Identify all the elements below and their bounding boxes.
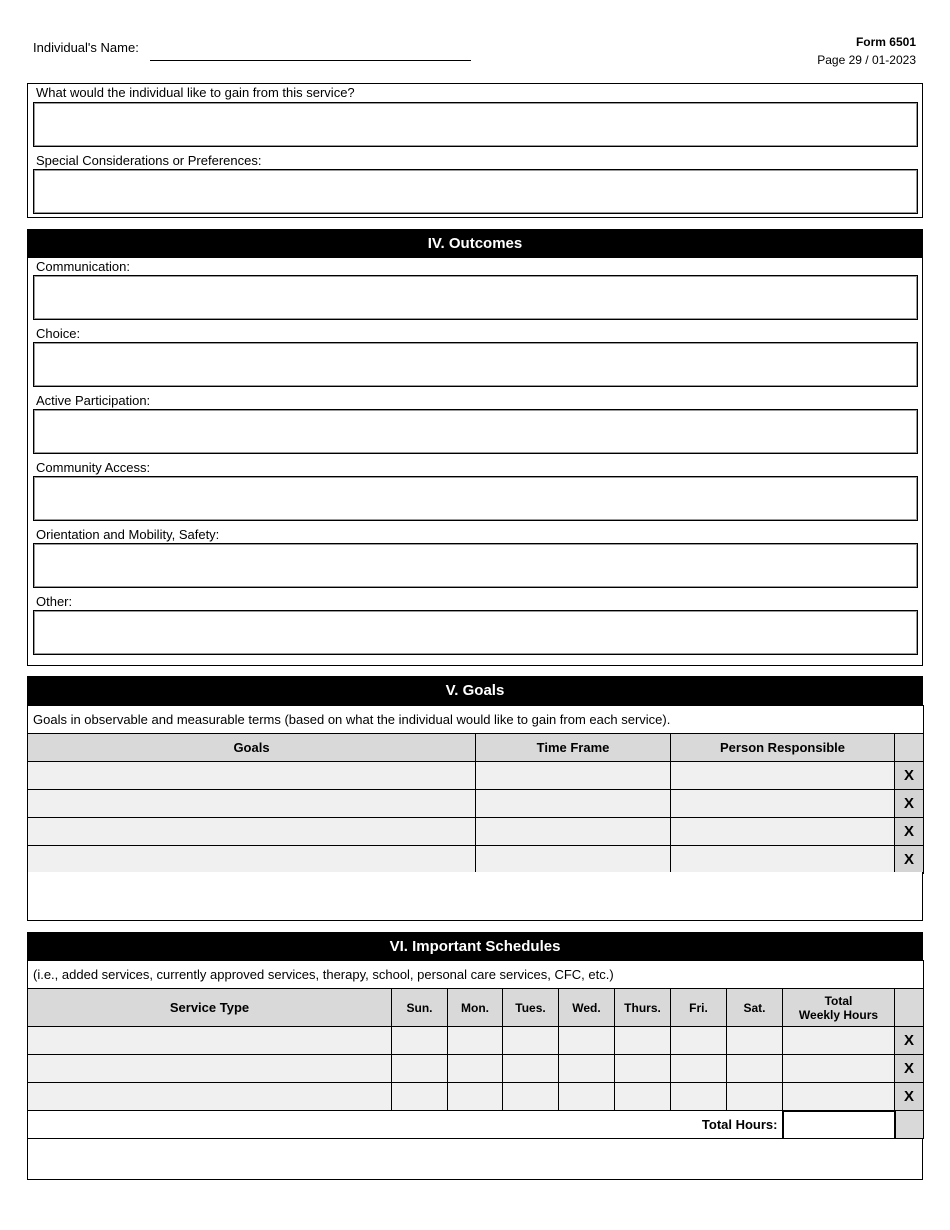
sun-column-header: Sun.	[392, 989, 448, 1027]
goals-description: Goals in observable and measurable terms (based on what the individual would like to gain from each service).	[28, 706, 924, 734]
schedules-description: (i.e., added services, currently approved services, therapy, school, personal care services, CFC, etc.)	[28, 961, 924, 989]
goal-input[interactable]	[28, 846, 476, 874]
goal-row	[28, 846, 924, 874]
sat-hours-input[interactable]	[727, 1083, 783, 1111]
service-type-input[interactable]	[28, 1083, 392, 1111]
total-header-line1: Total	[824, 993, 853, 1008]
total-weekly-hours-input[interactable]	[783, 1083, 895, 1111]
special-considerations-input[interactable]	[33, 169, 918, 214]
time-frame-input[interactable]	[476, 846, 671, 874]
time-frame-input[interactable]	[476, 762, 671, 790]
total-header-line2: Weekly Hours	[798, 1007, 879, 1022]
wed-hours-input[interactable]	[559, 1055, 615, 1083]
service-type-input[interactable]	[28, 1055, 392, 1083]
community-access-input[interactable]	[33, 476, 918, 521]
outcomes-section	[27, 258, 923, 666]
delete-goal-button[interactable]: X	[895, 846, 924, 874]
fri-hours-input[interactable]	[671, 1083, 727, 1111]
sat-hours-input[interactable]	[727, 1055, 783, 1083]
choice-input[interactable]	[33, 342, 918, 387]
individual-name-label: Individual's Name:	[33, 40, 139, 55]
schedules-title: VI. Important Schedules	[27, 932, 923, 961]
goal-input[interactable]	[28, 790, 476, 818]
goals-table	[27, 705, 924, 874]
mon-hours-input[interactable]	[448, 1027, 503, 1055]
community-access-label: Community Access:	[36, 460, 151, 475]
sun-hours-input[interactable]	[392, 1083, 448, 1111]
fri-hours-input[interactable]	[671, 1027, 727, 1055]
mon-hours-input[interactable]	[448, 1083, 503, 1111]
time-frame-input[interactable]	[476, 818, 671, 846]
goals-column-header: Goals	[28, 734, 476, 762]
delete-schedule-button[interactable]: X	[895, 1055, 924, 1083]
communication-input[interactable]	[33, 275, 918, 320]
wed-hours-input[interactable]	[559, 1027, 615, 1055]
thu-hours-input[interactable]	[615, 1027, 671, 1055]
delete-goal-button[interactable]: X	[895, 818, 924, 846]
schedule-row	[28, 1083, 924, 1111]
goal-input[interactable]	[28, 762, 476, 790]
thu-column-header: Thurs.	[615, 989, 671, 1027]
wed-column-header: Wed.	[559, 989, 615, 1027]
thu-hours-input[interactable]	[615, 1055, 671, 1083]
choice-label: Choice:	[36, 326, 81, 341]
schedule-row	[28, 1055, 924, 1083]
goals-footer-area	[27, 872, 923, 921]
fri-hours-input[interactable]	[671, 1055, 727, 1083]
wed-hours-input[interactable]	[559, 1083, 615, 1111]
gain-question-input[interactable]	[33, 102, 918, 147]
time-frame-column-header: Time Frame	[476, 734, 671, 762]
goals-title: V. Goals	[27, 676, 923, 705]
mon-column-header: Mon.	[448, 989, 503, 1027]
special-considerations-label: Special Considerations or Preferences:	[36, 153, 262, 168]
tue-hours-input[interactable]	[503, 1027, 559, 1055]
person-responsible-input[interactable]	[671, 846, 895, 874]
sun-hours-input[interactable]	[392, 1055, 448, 1083]
delete-goal-button[interactable]: X	[895, 762, 924, 790]
total-hours-input[interactable]	[783, 1111, 895, 1139]
active-participation-label: Active Participation:	[36, 393, 151, 408]
gain-question-label: What would the individual like to gain from this service?	[36, 85, 355, 100]
sun-hours-input[interactable]	[392, 1027, 448, 1055]
active-participation-input[interactable]	[33, 409, 918, 454]
fri-column-header: Fri.	[671, 989, 727, 1027]
goal-input[interactable]	[28, 818, 476, 846]
goals-actions-header	[895, 734, 924, 762]
time-frame-input[interactable]	[476, 790, 671, 818]
person-responsible-column-header: Person Responsible	[671, 734, 895, 762]
tue-hours-input[interactable]	[503, 1083, 559, 1111]
schedules-footer-area	[27, 1139, 923, 1180]
person-responsible-input[interactable]	[671, 818, 895, 846]
goal-row	[28, 762, 924, 790]
other-label: Other:	[36, 594, 73, 609]
delete-schedule-button[interactable]: X	[895, 1083, 924, 1111]
orientation-mobility-input[interactable]	[33, 543, 918, 588]
total-weekly-hours-input[interactable]	[783, 1027, 895, 1055]
service-type-input[interactable]	[28, 1027, 392, 1055]
individual-name-input[interactable]	[150, 60, 471, 61]
intro-section	[27, 83, 923, 218]
tue-hours-input[interactable]	[503, 1055, 559, 1083]
form-number: Form 6501	[855, 35, 916, 49]
sat-column-header: Sat.	[727, 989, 783, 1027]
service-type-column-header: Service Type	[28, 989, 392, 1027]
delete-schedule-button[interactable]: X	[895, 1027, 924, 1055]
person-responsible-input[interactable]	[671, 790, 895, 818]
orientation-mobility-label: Orientation and Mobility, Safety:	[36, 527, 220, 542]
thu-hours-input[interactable]	[615, 1083, 671, 1111]
schedules-table	[27, 960, 924, 1140]
mon-hours-input[interactable]	[448, 1055, 503, 1083]
total-weekly-hours-input[interactable]	[783, 1055, 895, 1083]
total-hours-spacer	[895, 1111, 924, 1139]
communication-label: Communication:	[36, 259, 130, 274]
other-input[interactable]	[33, 610, 918, 655]
tue-column-header: Tues.	[503, 989, 559, 1027]
person-responsible-input[interactable]	[671, 762, 895, 790]
delete-goal-button[interactable]: X	[895, 790, 924, 818]
total-weekly-hours-column-header	[783, 989, 895, 1027]
goal-row	[28, 818, 924, 846]
schedule-row	[28, 1027, 924, 1055]
outcomes-title: IV. Outcomes	[27, 229, 923, 258]
total-hours-label: Total Hours:	[28, 1111, 783, 1139]
goal-row	[28, 790, 924, 818]
sat-hours-input[interactable]	[727, 1027, 783, 1055]
page-info: Page 29 / 01-2023	[817, 53, 916, 67]
schedules-actions-header	[895, 989, 924, 1027]
